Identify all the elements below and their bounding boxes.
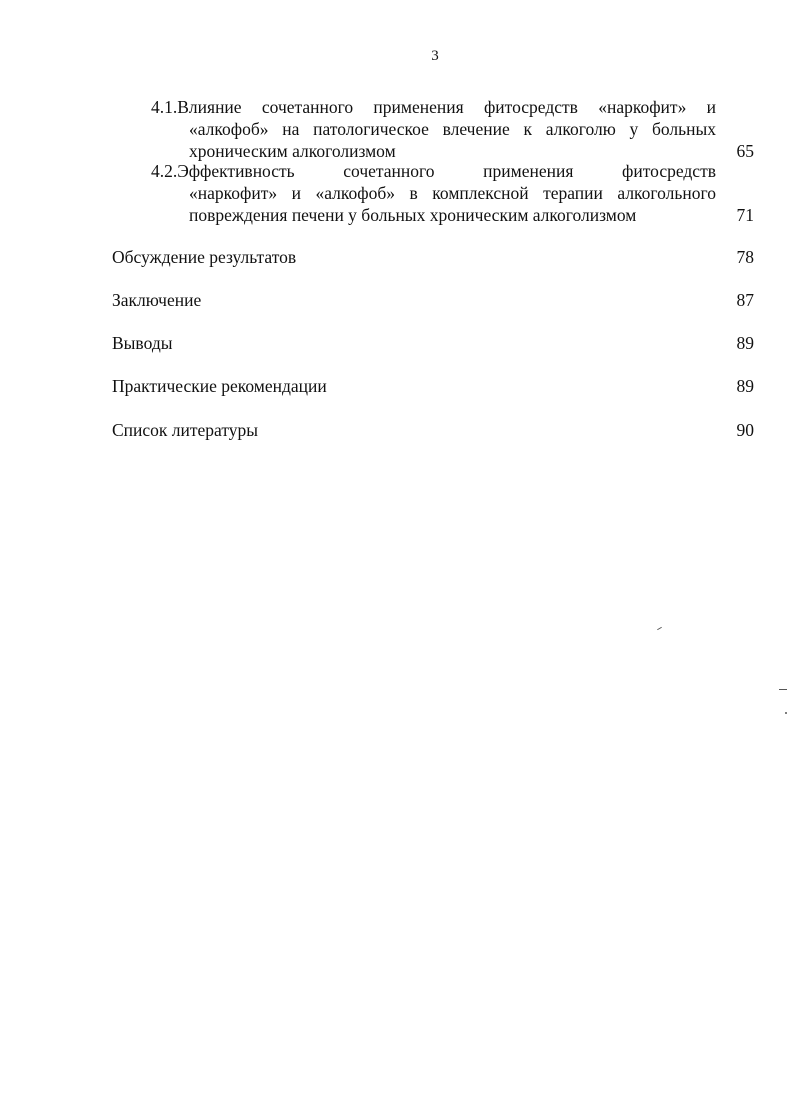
toc-page-number: 89: [736, 333, 754, 353]
toc-line: 4.2.Эффективность сочетанного применения фитосредств: [151, 161, 716, 181]
toc-entry-recommendations[interactable]: [112, 375, 754, 397]
toc-page-number: 87: [736, 290, 754, 310]
toc-line: «наркофит» и «алкофоб» в комплексной терапии алкогольного: [189, 183, 716, 203]
toc-entry-references[interactable]: [112, 419, 754, 441]
toc-line: «алкофоб» на патологическое влечение к алкоголю у больных: [189, 119, 716, 139]
scan-artifact: [785, 712, 787, 714]
page-number: 3: [431, 48, 439, 64]
toc-page-number: 90: [736, 420, 754, 440]
toc-page-number: 65: [736, 141, 754, 161]
toc-entry-title: Обсуждение результатов: [112, 247, 297, 267]
toc-entry-title: Выводы: [112, 333, 173, 353]
toc-subsection-4-1[interactable]: [151, 96, 754, 162]
toc-entry-title: Список литературы: [112, 420, 259, 440]
toc-entry-title: Заключение: [112, 290, 202, 310]
toc-entry-conclusion[interactable]: [112, 289, 754, 311]
toc-entry-discussion[interactable]: [112, 246, 754, 268]
toc-entry-title: Практические рекомендации: [112, 376, 327, 396]
toc-line: 4.1.Влияние сочетанного применения фитосредств «наркофит» и: [151, 97, 716, 117]
toc-page-number: 78: [736, 247, 754, 267]
scan-artifact: [779, 689, 787, 690]
toc-line: повреждения печени у больных хроническим алкоголизмом: [189, 205, 637, 225]
toc-page-number: 71: [736, 205, 754, 225]
toc-subsection-4-2[interactable]: [151, 160, 754, 226]
toc-entry-findings[interactable]: [112, 332, 754, 354]
toc-page-number: 89: [736, 376, 754, 396]
toc-line: хроническим алкоголизмом: [189, 141, 396, 161]
